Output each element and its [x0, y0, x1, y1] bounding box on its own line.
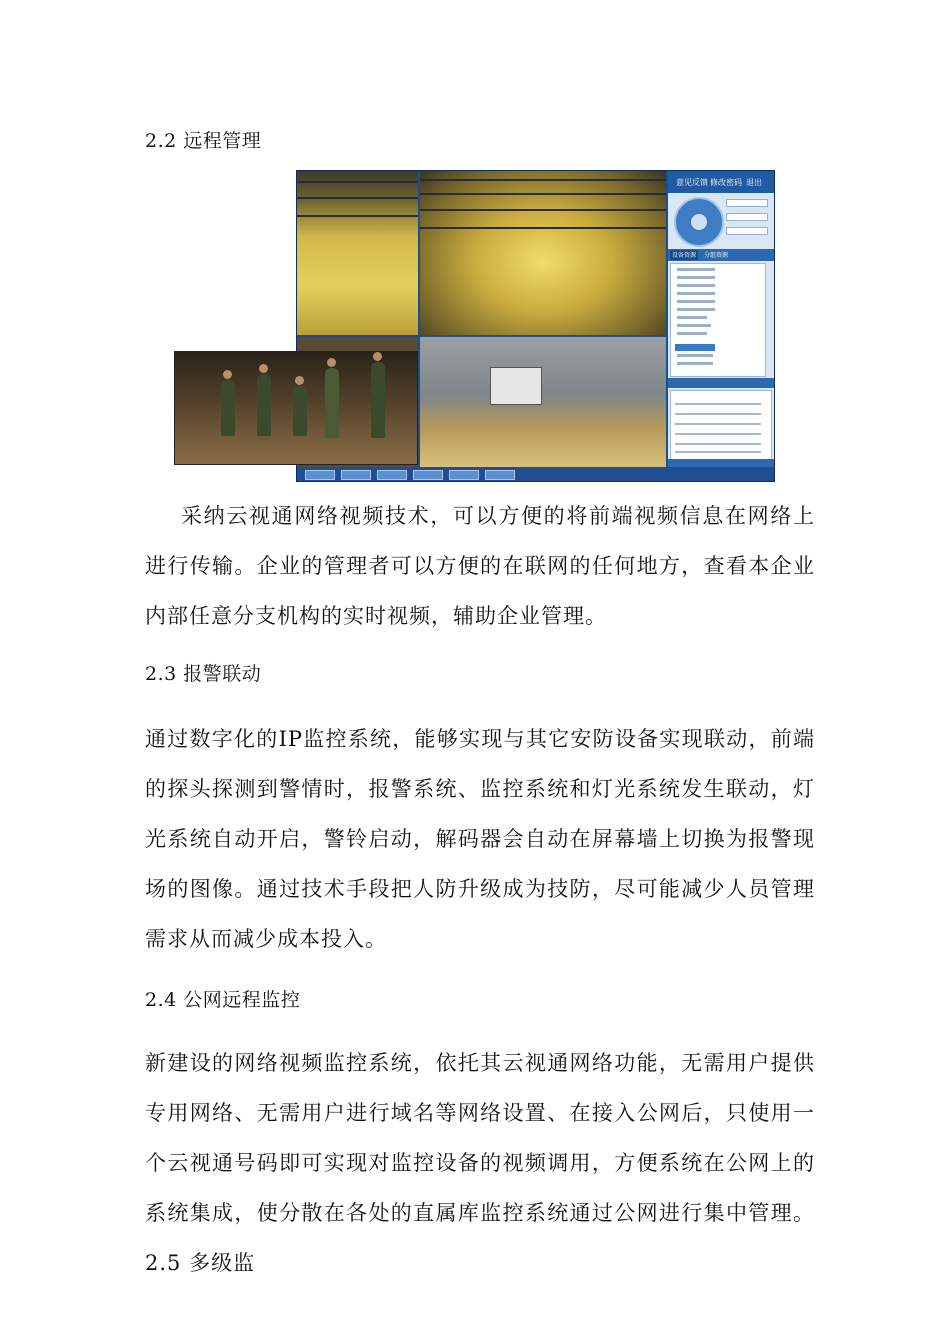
ptz-direction-pad[interactable]	[674, 197, 724, 247]
device-tree[interactable]	[670, 263, 766, 377]
section-2-4-paragraph: 新建设的网络视频监控系统，依托其云视通网络功能，无需用户提供专用网络、无需用户进行域名等网络设置、在接入公网后，只使用一个云视通号码即可实现对监控设备的视频调用，方便系统在公网上的系统集成，使分散在各处的直属库监控系统通过公网进行集中管理。2.5 多级监	[145, 1051, 815, 1275]
section-2-2-heading: 2.2 远程管理	[145, 130, 262, 152]
section-2-4-heading: 2.4 公网远程监控	[145, 989, 301, 1011]
section-2-3-paragraph: 通过数字化的IP监控系统，能够实现与其它安防设备实现联动，前端的探头探测到警情时，报警系统、监控系统和灯光系统发生联动，灯光系统自动开启，警铃启动，解码器会自动在屏幕墙上切换为报警现场的图像。通过技术手段把人防升级成为技防，尽可能减少人员管理需求从而减少成本投入。	[145, 727, 815, 951]
toolbar-button[interactable]	[413, 470, 443, 480]
operation-log-bar[interactable]	[668, 459, 774, 467]
section-2-3-heading: 2.3 报警联动	[145, 663, 262, 685]
section-2-2-paragraph: 采纳云视通网络视频技术，可以方便的将前端视频信息在网络上进行传输。企业的管理者可以方便的在联网的任何地方，查看本企业内部任意分支机构的实时视频，辅助企业管理。	[145, 504, 815, 628]
tab-group-resources[interactable]: 分组资源	[704, 252, 729, 259]
zoom-control[interactable]	[726, 199, 768, 207]
monitoring-screenshot-figure	[174, 166, 778, 482]
video-feed-warehouse-2	[420, 171, 666, 335]
toolbar-button[interactable]	[449, 470, 479, 480]
schedule-table	[670, 390, 772, 460]
change-password-link[interactable]: 修改密码	[710, 178, 742, 187]
bottom-toolbar	[297, 467, 774, 481]
feedback-link[interactable]: 意见反馈	[676, 178, 708, 187]
toolbar-button[interactable]	[377, 470, 407, 480]
iris-control[interactable]	[726, 227, 768, 235]
control-side-panel	[668, 171, 774, 467]
panel-header	[668, 171, 774, 193]
tab-device-resources[interactable]: 设备资源	[672, 252, 697, 259]
inspection-team-photo	[174, 351, 418, 465]
video-feed-yard	[420, 337, 666, 467]
toolbar-button[interactable]	[485, 470, 515, 480]
resource-tabs	[668, 249, 774, 261]
toolbar-button[interactable]	[305, 470, 335, 480]
schedule-header	[668, 378, 774, 388]
toolbar-button[interactable]	[341, 470, 371, 480]
logout-link[interactable]: 退出	[746, 178, 762, 187]
video-feed-warehouse-1	[297, 171, 418, 335]
focus-control[interactable]	[726, 213, 768, 221]
